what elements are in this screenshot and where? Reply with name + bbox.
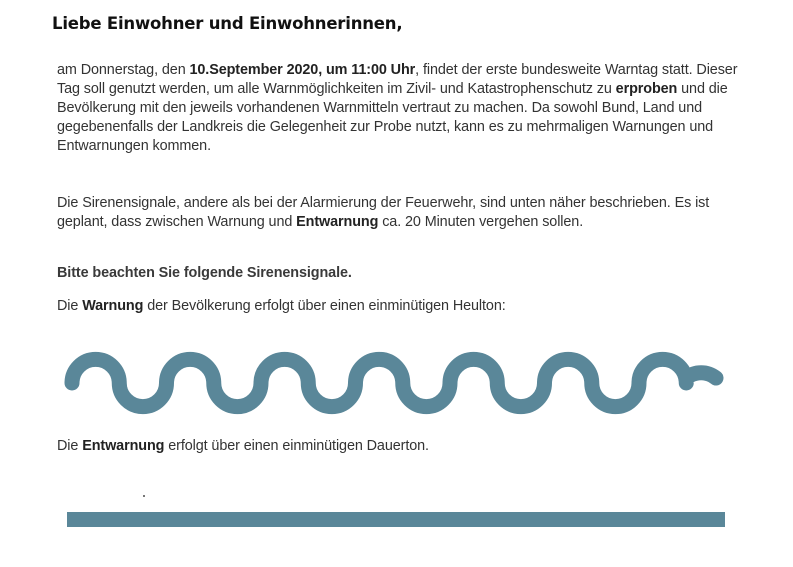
notice-paragraph: Bitte beachten Sie folgende Sirenensignale. bbox=[57, 265, 352, 281]
dauerton-bar-icon bbox=[67, 512, 725, 527]
intro-paragraph: am Donnerstag, den 10.September 2020, um 11:00 Uhr, findet der erste bundesweite Warntag statt. Dieser Tag soll genutzt werden, um alle Warnmöglichkeiten im Zivil- und Katastrophenschutz zu erproben und die Bevölkerung mit den jeweils vorhandenen Warnmitteln vertraut zu machen. Da sowohl Bund, Land und gegebenenfalls der Landkreis die Gelegenheit zur Probe nutzt, kann es zu mehrmaligen Warnungen und Entwarnungen kommen. bbox=[57, 62, 738, 154]
heulton-wave-path bbox=[72, 359, 716, 406]
warning-description: Die Warnung der Bevölkerung erfolgt über einen einminütigen Heulton: bbox=[57, 298, 506, 314]
scan-speck bbox=[143, 495, 145, 497]
all-clear-description: Die Entwarnung erfolgt über einen einminütigen Dauerton. bbox=[57, 438, 429, 454]
letter-heading: Liebe Einwohner und Einwohnerinnen, bbox=[52, 14, 403, 33]
signals-paragraph: Die Sirenensignale, andere als bei der Alarmierung der Feuerwehr, sind unten näher beschrieben. Es ist geplant, dass zwischen Warnung und Entwarnung ca. 20 Minuten vergehen sollen. bbox=[57, 195, 710, 230]
